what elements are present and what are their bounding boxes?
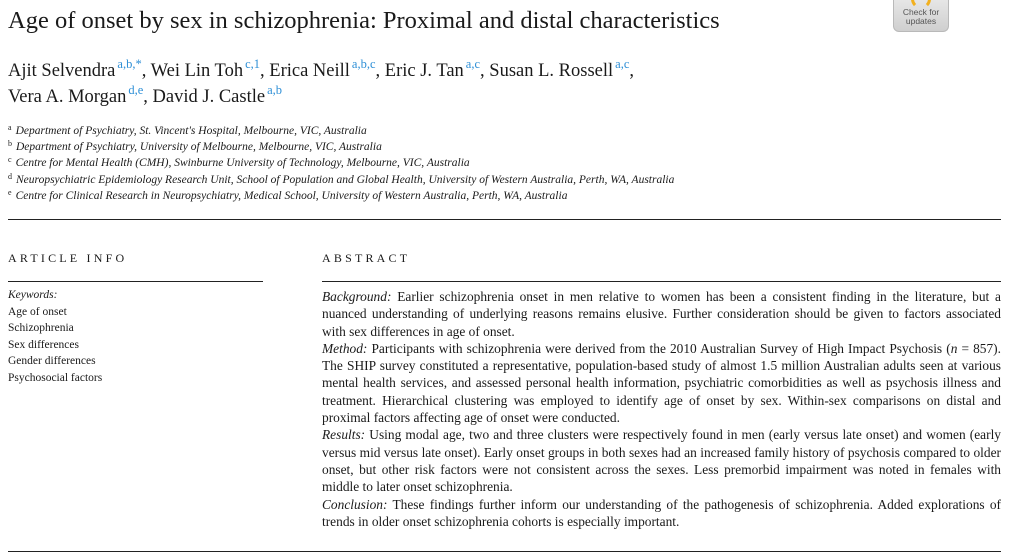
article-info-divider — [8, 281, 263, 282]
author-affil-link[interactable]: a,c — [615, 57, 630, 71]
author-affil-link[interactable]: d,e — [128, 83, 144, 97]
keyword-item: Sex differences — [8, 338, 79, 351]
abstract-background: Background: Earlier schizophrenia onset in men relative to women has been a consistent finding in the literature, but a nuanced understanding of underlying reasons remains elusive. Further consideration should be given to factors associated with sex differences in age of onset. — [322, 289, 1001, 339]
author-7: David J. Castle $^{a,b}$ — [152, 83, 283, 107]
author-affil-link[interactable]: c,1 — [245, 57, 261, 71]
header-divider — [8, 219, 1001, 220]
author-list — [8, 58, 998, 110]
article-info-heading: ARTICLE INFO — [8, 251, 128, 265]
author-1: Ajit Selvendra $^{a,b,*}$, — [8, 57, 147, 81]
keywords-block — [8, 287, 102, 386]
keyword-item: Psychosocial factors — [8, 371, 103, 384]
author-affil-link[interactable]: a,b — [267, 83, 283, 97]
affiliation-list — [8, 123, 674, 204]
author-2: Wei Lin Toh $^{c,1}$, — [150, 57, 265, 81]
author-affil-link[interactable]: a,b,c — [351, 57, 376, 71]
check-for-updates-badge[interactable] — [893, 0, 949, 32]
abstract-body — [322, 288, 1001, 530]
abstract-method: Method: Participants with schizophrenia were derived from the 2010 Australian Survey of High Impact Psychosis (n = 857). The SHIP survey constituted a representative, population-based study of almost 1.5 million Australian adults seen at various mental health services, and assessed personal health information, psychiatric comorbidities as well as psychosis illness and treatment. Hierarchical clustering was employed to identify age of onset by sex. Within-sex comparisons on distal and proximal factors affecting age of onset were conducted. — [322, 340, 1001, 426]
keyword-item: Gender differences — [8, 355, 96, 367]
keyword-item: Schizophrenia — [8, 322, 74, 334]
abstract-conclusion: Conclusion: These findings further inform our understanding of the pathogenesis of schizophrenia. Added explorations of trends in older onset schizophrenia cohorts is especially important. — [322, 496, 1001, 529]
keyword-item: Age of onset — [8, 305, 67, 318]
author-4: Eric J. Tan $^{a,c}$, — [384, 57, 485, 81]
affiliation-item: $^a$ Department of Psychiatry, St. Vincent's Hospital, Melbourne, VIC, Australia — [8, 123, 367, 137]
author-5: Susan L. Rossell $^{a,c}$, — [489, 57, 634, 81]
footer-divider — [8, 551, 1001, 552]
affiliation-item: $^b$ Department of Psychiatry, University of Melbourne, Melbourne, VIC, Australia — [8, 139, 382, 154]
abstract-results: Results: Using modal age, two and three clusters were respectively found in men (early versus late onset) and women (early versus mid versus late onset). Early onset groups in both sexes had an increased family history of psychosis compared to older onset, but other risk factors were not consistent across the sexes. Less premorbid impairment was noted in females with middle to later onset schizophrenia. — [322, 427, 1001, 495]
abstract-heading: ABSTRACT — [322, 251, 411, 265]
paper-title: Age of onset by sex in schizophrenia: Proximal and distal characteristics — [8, 7, 720, 34]
author-3: Erica Neill $^{a,b,c}$, — [269, 57, 381, 81]
abstract-divider — [322, 281, 1001, 282]
keywords-label: Keywords: — [8, 289, 58, 301]
author-6: Vera A. Morgan $^{d,e}$, — [8, 83, 148, 107]
affiliation-item: $^e$ Centre for Clinical Research in Neuropsychiatry, Medical School, University of Western Australia, Perth, WA, Australia — [8, 187, 568, 202]
author-affil-link[interactable]: a,c — [465, 57, 481, 71]
affiliation-item: $^d$ Neuropsychiatric Epidemiology Research Unit, School of Population and Global Health, University of Western Australia, Perth, WA, Australia — [8, 171, 675, 186]
affiliation-item: $^c$ Centre for Mental Health (CMH), Swinburne University of Technology, Melbourne, VIC, Australia — [8, 155, 470, 170]
check-for-updates-label: Check for updates — [902, 7, 940, 26]
author-affil-link[interactable]: a,b,* — [117, 57, 142, 71]
